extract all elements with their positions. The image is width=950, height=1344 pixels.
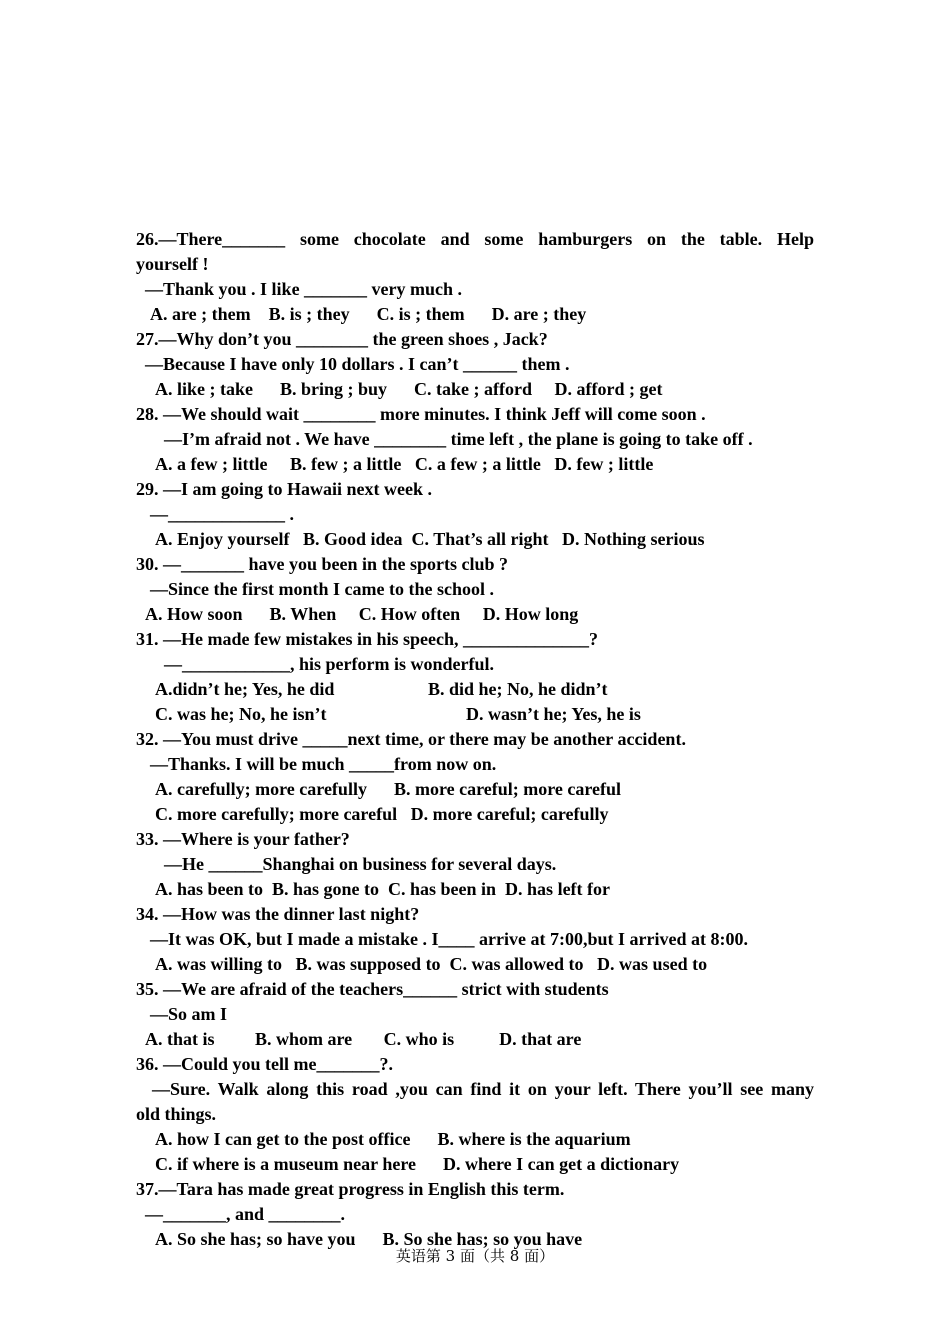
question-34-reply: —It was OK, but I made a mistake . I____ arrive at 7:00,but I arrived at 8:00. (150, 929, 748, 949)
question-26-stem-cont: yourself ! (136, 254, 209, 274)
question-26-options: A. are ; them B. is ; they C. is ; them D. are ; they (150, 304, 587, 324)
question-33-reply: —He ______Shanghai on business for several days. (164, 854, 557, 874)
question-30-stem: 30. —_______ have you been in the sports club ? (136, 554, 509, 574)
question-35-reply: —So am I (150, 1004, 228, 1024)
question-37-stem: 37.—Tara has made great progress in English this term. (136, 1179, 565, 1199)
question-32-stem: 32. —You must drive _____next time, or there may be another accident. (136, 729, 686, 749)
question-28-options: A. a few ; little B. few ; a little C. a few ; a little D. few ; little (155, 454, 654, 474)
question-26-stem: 26.—There_______ some chocolate and some hamburgers on the table. Help (136, 229, 814, 249)
question-29-options: A. Enjoy yourself B. Good idea C. That’s all right D. Nothing serious (155, 529, 705, 549)
question-29-stem: 29. —I am going to Hawaii next week . (136, 479, 432, 499)
question-37-reply: —_______, and ________. (145, 1204, 346, 1224)
question-32-options-1: A. carefully; more carefully B. more careful; more careful (155, 779, 622, 799)
question-31-option-a: A.didn’t he; Yes, he did (155, 679, 335, 699)
question-36-stem: 36. —Could you tell me_______?. (136, 1054, 394, 1074)
question-36-reply-cont: old things. (136, 1104, 217, 1124)
question-36-options-1: A. how I can get to the post office B. where is the aquarium (155, 1129, 631, 1149)
question-31-reply: —____________, his perform is wonderful. (164, 654, 494, 674)
question-28-reply: —I’m afraid not . We have ________ time left , the plane is going to take off . (164, 429, 753, 449)
question-33-options: A. has been to B. has gone to C. has been in D. has left for (155, 879, 611, 899)
question-27-stem: 27.—Why don’t you ________ the green shoes , Jack? (136, 329, 548, 349)
question-36-options-2: C. if where is a museum near here D. where I can get a dictionary (155, 1154, 680, 1174)
question-31-option-b: B. did he; No, he didn’t (428, 679, 608, 699)
question-27-options: A. like ; take B. bring ; buy C. take ; afford D. afford ; get (155, 379, 663, 399)
page-footer: 英语第 3 面（共 8 面） (395, 1247, 555, 1265)
question-34-stem: 34. —How was the dinner last night? (136, 904, 420, 924)
question-30-options: A. How soon B. When C. How often D. How long (145, 604, 579, 624)
question-28-stem: 28. —We should wait ________ more minutes. I think Jeff will come soon . (136, 404, 706, 424)
question-26-reply: —Thank you . I like _______ very much . (145, 279, 463, 299)
question-27-reply: —Because I have only 10 dollars . I can’t ______ them . (145, 354, 570, 374)
question-35-stem: 35. —We are afraid of the teachers______ strict with students (136, 979, 609, 999)
question-35-options: A. that is B. whom are C. who is D. that are (145, 1029, 582, 1049)
question-31-stem: 31. —He made few mistakes in his speech, ______________? (136, 629, 598, 649)
question-29-reply: —_____________ . (150, 504, 294, 524)
question-33-stem: 33. —Where is your father? (136, 829, 350, 849)
question-31-option-c: C. was he; No, he isn’t (155, 704, 327, 724)
question-31-option-d: D. wasn’t he; Yes, he is (466, 704, 641, 724)
question-36-reply: —Sure. Walk along this road ,you can find it on your left. There you’ll see many (152, 1079, 814, 1099)
question-30-reply: —Since the first month I came to the school . (150, 579, 494, 599)
question-37-options: A. So she has; so have you B. So she has; so you have (155, 1229, 583, 1249)
question-32-options-2: C. more carefully; more careful D. more careful; carefully (155, 804, 609, 824)
question-32-reply: —Thanks. I will be much _____from now on. (150, 754, 497, 774)
question-34-options: A. was willing to B. was supposed to C. was allowed to D. was used to (155, 954, 708, 974)
